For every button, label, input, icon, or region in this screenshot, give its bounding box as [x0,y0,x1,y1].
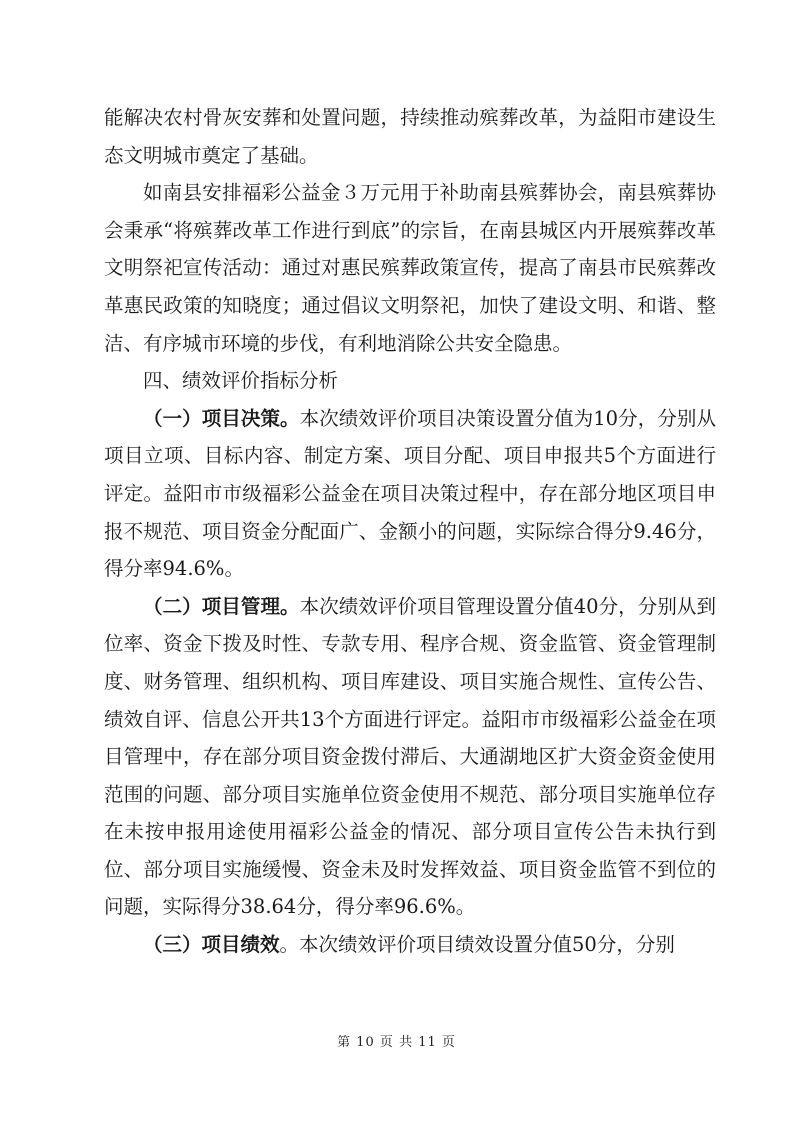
section-heading-performance-analysis: 四、绩效评价指标分析 [143,369,339,393]
paragraph-project-management-text: 本次绩效评价项目管理设置分值40分，分别从到位率、资金下拨及时性、专款专用、程序合规、资金监管、资金管理制度、财务管理、组织机构、项目库建设、项目实施合规性、宣传公告、绩效自评、信息公开共13个方面进行评定。益阳市市级福彩公益金在项目管理中，存在部分项目资金拨付滞后、大通湖地区扩大资金资金使用范围的问题、部分项目实施单位资金使用不规范、部分项目实施单位存在未按申报用途使用福彩公益金的情况、部分项目宣传公告未执行到位、部分项目实施缓慢、资金未及时发挥效益、项目资金监管不到位的问题，实际得分38.64分，得分率96.6%。 [104,594,716,919]
document-body [104,99,716,964]
subheading-project-decision: （一）项目决策。 [143,406,300,430]
subheading-project-performance: （三）项目绩效 [143,933,280,957]
paragraph-project-decision [104,400,716,588]
paragraph-nanxian-example: 如南县安排福彩公益金３万元用于补助南县殡葬协会，南县殡葬协会秉承“将殡葬改革工作进行到底”的宗旨，在南县城区内开展殡葬改革文明祭祀宣传活动：通过对惠民殡葬政策宣传，提高了南县市民殡葬改革惠民政策的知晓度；通过倡议文明祭祀，加快了建设文明、和谐、整洁、有序城市环境的步伐，有利地消除公共安全隐患。 [104,181,716,355]
subheading-project-management: （二）项目管理。 [143,594,300,618]
paragraph-project-performance-text: 。本次绩效评价项目绩效设置分值50分，分别 [279,933,675,957]
paragraph-project-performance [104,926,716,964]
paragraph-continuation: 能解决农村骨灰安葬和处置问题，持续推动殡葬改革，为益阳市建设生态文明城市奠定了基础。 [104,106,716,167]
paragraph-project-management [104,588,716,926]
paragraph-project-decision-text: 本次绩效评价项目决策设置分值为10分，分别从项目立项、目标内容、制定方案、项目分配、项目申报共5个方面进行评定。益阳市市级福彩公益金在项目决策过程中，存在部分地区项目申报不规范、项目资金分配面广、金额小的问题，实际综合得分9.46分，得分率94.6%。 [104,406,716,581]
page-number-footer: 第 10 页 共 11 页 [337,1035,456,1050]
